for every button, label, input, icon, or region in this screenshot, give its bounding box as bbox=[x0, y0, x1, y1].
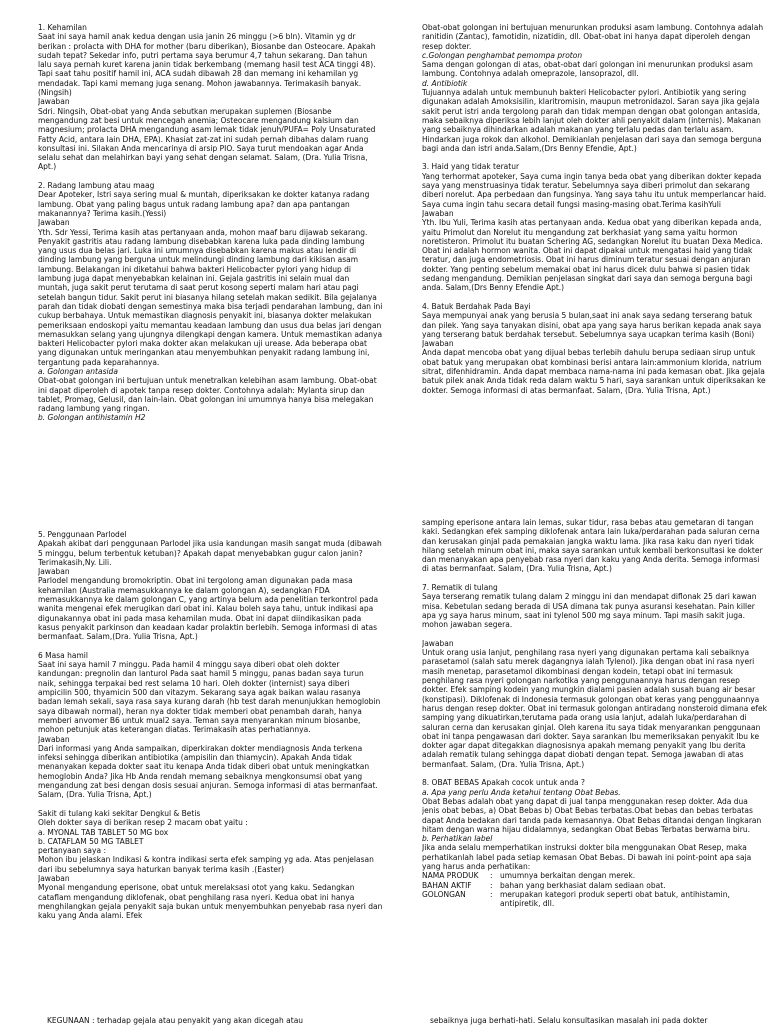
answer-text: Anda dapat mencoba obat yang dijual bebas terlebih dahulu berupa sediaan sirup untuk obat batuk yang merupakan obat kombinasi berisi antara lain:ammonium klorida, natrium sitrat, difenhidramin. Anda dapat membaca nama-nama ini pada kemasan obat. Jika gejala batuk pilek anak Anda tidak reda dalam waktu 5 hari, saya sarankan untuk diperiksakan ke dokter. Semoga informasi di atas bermanfaat. Salam, (Dra. Yulia Trisna, Apt.) bbox=[422, 348, 766, 395]
answer-text: Dari informasi yang Anda sampaikan, diperkirakan dokter mendiagnosis Anda terkena infeksi sehingga diberikan antibiotika (ampisilin dan thiamycin). Apakah Anda tidak menanyakan kepada dokter saat itu kenapa Anda tidak diberi obat untuk meningkatkan hemoglobin Anda? Jika Hb Anda rendah memang sebaiknya mengkonsumsi obat yang mengandung zat besi dengan dosis sesuai anjuran. Semoga informasi di atas bermanfaat. Salam, (Dra. Yulia Trisna, Apt.) bbox=[38, 743, 378, 800]
jawaban-label: Jawaban bbox=[38, 567, 70, 577]
answer-text: Sdri. Ningsih, Obat-obat yang Anda sebutkan merupakan suplemen (Biosanbe mengandung zat besi untuk mencegah anemia; Osteocare mengandung kalsium dan magnesium; prolacta DHA mengandung asam lemak tidak jenuh/PUFA= Poly Unsaturated Fatty Acid, antara lain DHA, EPA). Khasiat zat-zat ini sudah pernah dibahas dalam ruang konsultasi ini. Silakan Anda mencarinya di arsip PIO. Saya turut mendoakan agar Anda selalu sehat dan melahirkan bayi yang sehat dengan selamat. Salam, (Dra. Yulia Trisna, Apt.) bbox=[38, 106, 376, 172]
sub-text: Sama dengan golongan di atas, obat-obat dari golongan ini menurunkan produksi asam lambung. Contohnya adalah omeprazole, lansoprazol, dll. bbox=[422, 60, 753, 79]
question-text: Yang terhormat apoteker, Saya cuma ingin tanya beda obat yang diberikan dokter kepada saya yang menstruasinya tidak teratur. Sebelumnya saya diberi primolut dan sekarang diberi norelut. Apa perbedaan dan fungsinya. Yang saya tahu itu untuk memperlancar haid. Saya cuma ingin tahu secara detail fungsi masing-masing obat.Terima kasihYuli bbox=[422, 171, 767, 209]
column-top-left bbox=[38, 23, 383, 463]
section-title: 8. OBAT BEBAS Apakah cocok untuk anda ? bbox=[422, 778, 585, 788]
kv-value: merupakan kategori produk seperti obat batuk, antihistamin, antipiretik, dll. bbox=[500, 889, 730, 909]
kv-colon: : bbox=[490, 880, 493, 890]
section-title: 3. Haid yang tidak teratur bbox=[422, 162, 520, 172]
question-text: Oleh dokter saya di berikan resep 2 macam obat yaitu : bbox=[38, 818, 248, 828]
subheading: d. Antibiotik bbox=[422, 78, 468, 88]
sub-text: Jika anda selalu memperhatikan instruksi dokter bila menggunakan Obat Resep, maka perhatikanlah label pada setiap kemasan Obat Bebas. Di bawah ini point-point apa saja yang harus anda perhatikan: bbox=[422, 843, 752, 871]
subheading: c.Golongan penghambat pemompa proton bbox=[422, 50, 583, 60]
kv-value: umumnya berkaitan dengan merek. bbox=[500, 871, 636, 881]
jawaban-label: Jawaban bbox=[38, 97, 70, 107]
section-title: 4. Batuk Berdahak Pada Bayi bbox=[422, 301, 531, 311]
footer-right-text: sebaiknya juga berhati-hati. Selalu konsultasikan masalah ini pada dokter bbox=[430, 1016, 708, 1025]
question-text: Dear Apoteker, Istri saya sering mual & muntah, diperiksakan ke dokter katanya radang lambung. Obat yang paling bagus untuk radang lambung apa? dan apa pantangan makanannya? Terima kasih.(Yessi) bbox=[38, 190, 370, 218]
question-text: Apakah akibat dari penggunaan Parlodel jika usia kandungan masih sangat muda (dibawah 5 minggu, belum terbentuk ketuban)? Apakah dapat menyebabkan gugur calon janin? Terimakasih,Ny. Lili. bbox=[38, 539, 382, 567]
section-title: 5. Penggunaan Parlodel bbox=[38, 530, 127, 539]
question-text: Saya mempunyai anak yang berusia 5 bulan,saat ini anak saya sedang terserang batuk dan pilek. Yang saya tanyakan disini, obat apa yang saya harus berikan kepada anak saya yang terserang batuk berdahak tersebut. Sebelumnya saya ucapkan terima kasih (Boni) bbox=[422, 311, 762, 339]
column-top-right bbox=[422, 23, 767, 463]
jawaban-label: Jawaban bbox=[422, 339, 454, 349]
sub-text: Obat-obat golongan ini bertujuan untuk menetralkan kelebihan asam lambung. Obat-obat ini dapat diperoleh di apotek tanpa resep dokter. Contohnya adalah: Mylanta sirup dan tablet, Promag, Gelusil, dan lain-lain. Obat golongan ini umumnya hanya bisa melegakan radang lambung yang ringan. bbox=[38, 376, 377, 414]
kv-key: NAMA PRODUK bbox=[422, 871, 479, 881]
subheading: b. Golongan antihistamin H2 bbox=[38, 413, 146, 423]
subheading: a. Apa yang perlu Anda ketahui tentang Obat Bebas. bbox=[422, 787, 621, 797]
kv-colon: : bbox=[490, 871, 493, 881]
continued-text: samping eperisone antara lain lemas, sukar tidur, rasa bebas atau gemetaran di tangan kaki. Sedangkan efek samping diklofenak antara lain luka/perdarahan pada saluran cerna dan kerusakan ginjal pada pemakaian jangka waktu lama. Jika rasa kaku dan nyeri tidak hilang setelah minum obat ini, maka saya sarankan untuk kembali berkonsultasi ke dokter dan menanyakan apa penyebab rasa nyeri dan kaku yang Anda derita. Semoga informasi di atas bermanfaat. Salam, (Dra. Yulia Trisna, Apt.) bbox=[422, 518, 763, 574]
question-text: Saat ini saya hamil anak kedua dengan usia janin 26 minggu (>6 bln). Vitamin yg dr berikan : prolacta with DHA for mother (baru diberikan), Biosanbe dan Osteocare. Apakah sudah tepat? Sekedar info, putri pertama saya berumur 4,7 tahun sekarang. Dan tahun lalu saya pernah kuret karena janin tidak berkembang (memang hasil test ACA tinggi 48). Tapi saat tahu positif hamil ini, ACA sudah dibawah 28 dan memang ini kehamilan yg mendadak. Tapi kami memang juga senang. Mohon jawabannya. Terimakasih banyak.(Ningsih) bbox=[38, 32, 376, 98]
subheading: a. Golongan antasida bbox=[38, 366, 118, 376]
answer-text: Yth. Ibu Yuli, Terima kasih atas pertanyaan anda. Kedua obat yang diberikan kepada anda, yaitu Primolut dan Norelut itu mengandung zat berkhasiat yang sama yaitu hormon noretisteron. Primolut itu buatan Schering AG, sedangkan Norelut itu buatan Dexa Medica. Obat ini adalah hormon wanita. Obat ini dapat dipakai untuk mengatasi haid yang tidak teratur, dan juga endometriosis. Obat ini harus diminum teratur sesuai dengan anjuran dokter. Yang penting sebelum memakai obat ini harus dicek dulu bahwa si pasien tidak sedang mengandung. Demikian penjelasan singkat dari saya dan semoga berguna bagi anda. Salam,(Drs Benny Efendie Apt.) bbox=[422, 218, 763, 293]
footer-left-text: KEGUNAAN : terhadap gejala atau penyakit yang akan dicegah atau bbox=[47, 1016, 304, 1025]
column-bottom-left bbox=[38, 530, 383, 1008]
column-bottom-right bbox=[422, 518, 767, 1008]
pertanyaan-label: pertanyaan saya : bbox=[38, 846, 106, 856]
jawaban-label: Jawaban bbox=[38, 218, 70, 228]
kv-colon: : bbox=[490, 889, 493, 899]
answer-text: Myonal mengandung eperisone, obat untuk merelaksasi otot yang kaku. Sedangkan cataflam mengandung diklofenak, obat penghilang rasa nyeri. Kedua obat ini hanya menghilangkan gejala penyakit saja bukan untuk menyembuhkan penyebab rasa nyeri dan kaku yang Anda alami. Efek bbox=[38, 883, 383, 921]
answer-text: Parlodel mengandung bromokriptin. Obat ini tergolong aman digunakan pada masa kehamilan (Australia memasukkannya ke dalam golongan A), sedangkan FDA memasukkannya ke dalam golongan C, yang artinya belum ada penelitian terkontrol pada wanita mengenai efek merugikan dari obat ini. Kalau boleh saya tahu, untuk indikasi apa digunakannya obat ini pada masa kehamilan muda. Obat ini dapat diindikasikan pada kasus penyakit parkinson dan keadaan kadar prolaktin berlebih. Semoga informasi di atas bermanfaat. Salam,(Dra. Yulia Trisna, Apt.) bbox=[38, 576, 379, 642]
continued-text: Obat-obat golongan ini bertujuan menurunkan produksi asam lambung. Contohnya adalah ranitidin (Zantac), famotidin, nizatidin, dll. Obat-obat ini hanya dapat diperoleh dengan resep dokter. bbox=[422, 23, 764, 51]
jawaban-label: Jawaban bbox=[422, 638, 454, 648]
question-text: Saat ini saya hamil 7 minggu. Pada hamil 4 minggu saya diberi obat oleh dokter kandungan: pregnolin dan lanturol Pada saat hamil 5 minggu, panas badan saya turun naik, sehingga terpakai bed rest selama 10 hari. Oleh dokter (internist) saya diberi ampicilin 500, thyamicin 500 dan vitazym. Sekarang saya agak baikan walau rasanya badan lemah sekali, saya rasa saya kurang darah (hb test darah menunjukkan hemoglobin saya dibawah normal), heran nya dokter tidak memberi obat penambah darah, hanya memberi anvomer B6 untuk mual2 saya. Teman saya menyarankan minum biosanbe, mohon petunjuk atas keterangan diatas. Terimakasih atas perhatiannya. bbox=[38, 660, 381, 735]
answer-text: Yth. Sdr Yessi, Terima kasih atas pertanyaan anda, mohon maaf baru dijawab sekarang. Penyakit gastritis atau radang lambung disebabkan karena luka pada dinding lambung yang usus dua belas jari. Luka ini umumnya disebabkan karena makus atau lendir di dinding lambung yang berguna untuk melindungi dinding lambung dari kikisan asam lambung. Belakangan ini diketahui bahwa bakteri Helicobacter pylori yang hidup di lambung juga dapat menyebabkan kelainan ini. Gejala gastritis ini selain mual dan muntah, juga sakit perut terutama di saat perut kosong seperti malam hari atau pagi setelah bangun tidur. Sakit perut ini biasanya hilang setelah makan sedikit. Bila gejalanya parah dan tidak diobati dengan semestinya maka bisa terjadi pendarahan lambung, dan ini cukup berbahaya. Untuk memastikan diagnosis penyakit ini, biasanya dokter melakukan pemeriksaan endoskopi yaitu memantau keadaan lambung dan usus dua belas jari dengan memasukkan selang yang ujungnya dilengkapi dengan kamera. Untuk memastikan adanya bakteri Helicobacter pylori maka dokter akan melakukan uji urease. Ada beberapa obat yang digunakan untuk meringankan atau menyembuhkan penyakit radang lambung ini, tergantung pada keparahannya. bbox=[38, 227, 383, 367]
answer-text: Untuk orang usia lanjut, penghilang rasa nyeri yang digunakan pertama kali sebaiknya parasetamol (salah satu merek dagangnya ialah Tylenol). Jika dengan obat ini rasa nyeri masih menetap, parasetamol dikombinasi dengan kodein, tetapi obat ini termasuk penghilang rasa nyeri golongan narkotika yang penggunaannya harus dengan resep dokter. Efek samping kodein yang mungkin dialami pasien adalah susah buang air besar (konstipasi). Diklofenak di Indonesia termasuk golongan obat keras yang penggunaannya harus dengan resep dokter. Obat ini termasuk golongan antiradang nonsteroid dimana efek samping yang dikuatirkan,terutama pada orang usia lanjut, adalah luka/perdarahan di saluran cerna dan kerusakan ginjal. Oleh karena itu saya tidak menyarankan penggunaan obat ini tanpa pengawasan dari dokter. Saya sarankan Ibu memeriksakan penyakit Ibu ke dokter agar dapat ditegakkan diagnosisnya apakah memang penyakit yang Ibu derita adalah rematik tulang sehingga dapat diobati dengan tepat. Semoga jawaban di atas bermanfaat. Salam, (Dra. Yulia Trisna, Apt.) bbox=[422, 648, 767, 769]
subheading: b. Perhatikan label bbox=[422, 834, 493, 844]
jawaban-label: Jawaban bbox=[38, 734, 70, 744]
label-definitions bbox=[422, 871, 767, 908]
jawaban-label: Jawaban bbox=[38, 873, 70, 883]
question-text: Mohon ibu jelaskan Indikasi & kontra indikasi serta efek samping yg ada. Atas penjelasan dari ibu sebelumnya saya haturkan banyak terima kasih .(Easter) bbox=[38, 855, 374, 874]
section-title: 6 Masa hamil bbox=[38, 650, 88, 660]
list-item: a. MYONAL TAB TABLET 50 MG box bbox=[38, 827, 169, 837]
section-title: Sakit di tulang kaki sekitar Dengkul & Betis bbox=[38, 808, 201, 818]
section-title: 2. Radang lambung atau maag bbox=[38, 181, 155, 191]
section-title: 7. Rematik di tulang bbox=[422, 583, 498, 593]
kv-key: GOLONGAN bbox=[422, 889, 466, 899]
jawaban-label: Jawaban bbox=[422, 208, 454, 218]
sub-text: Tujuannya adalah untuk membunuh bakteri Helicobacter pylori. Antibiotik yang sering digunakan adalah Amoksisilin, klaritromisin, maupun metronidazol. Saran saya jika gejala sakit perut istri anda tergolong parah dan tidak mempan dengan obat golongan antasida, maka sebaiknya diperiksa lebih lanjut oleh dokter ahli penyakit dalam (internis). Makanan yang sebaiknya dihindarkan adalah makanan yang terlalu pedas dan terlalu asam. Hindarkan juga rokok dan alkohol. Demikianlah penjelasan dari saya dan semoga berguna bagi anda dan istri anda.Salam,(Drs Benny Efendie, Apt.) bbox=[422, 88, 762, 153]
kv-key: BAHAN AKTIF bbox=[422, 880, 472, 890]
section-title: 1. Kehamilan bbox=[38, 23, 87, 32]
list-item: b. CATAFLAM 50 MG TABLET bbox=[38, 836, 144, 846]
sub-text: Obat Bebas adalah obat yang dapat di jual tanpa menggunakan resep dokter. Ada dua jenis obat bebas, a) Obat Bebas b) Obat Bebas terbatas.Obat bebas dan bebas terbatas dapat Anda bedakan dari tanda pada kemasannya. Obat Bebas ditandai dengan lingkaran hitam dengan warna hijau didalamnya, sedangkan Obat Bebas Terbatas berwarna biru. bbox=[422, 796, 762, 834]
question-text: Saya terserang rematik tulang dalam 2 minggu ini dan mendapat diflonak 25 dari kawan misa. Kebetulan sedang berada di USA dimana tak punya asuransi kesehatan. Pain killer apa yg saya harus minum, saat ini tylenol 500 mg saya minum. Tapi masih sakit juga. mohon jawaban segera. bbox=[422, 592, 757, 630]
kv-value: bahan yang berkhasiat dalam sediaan obat. bbox=[500, 880, 666, 890]
